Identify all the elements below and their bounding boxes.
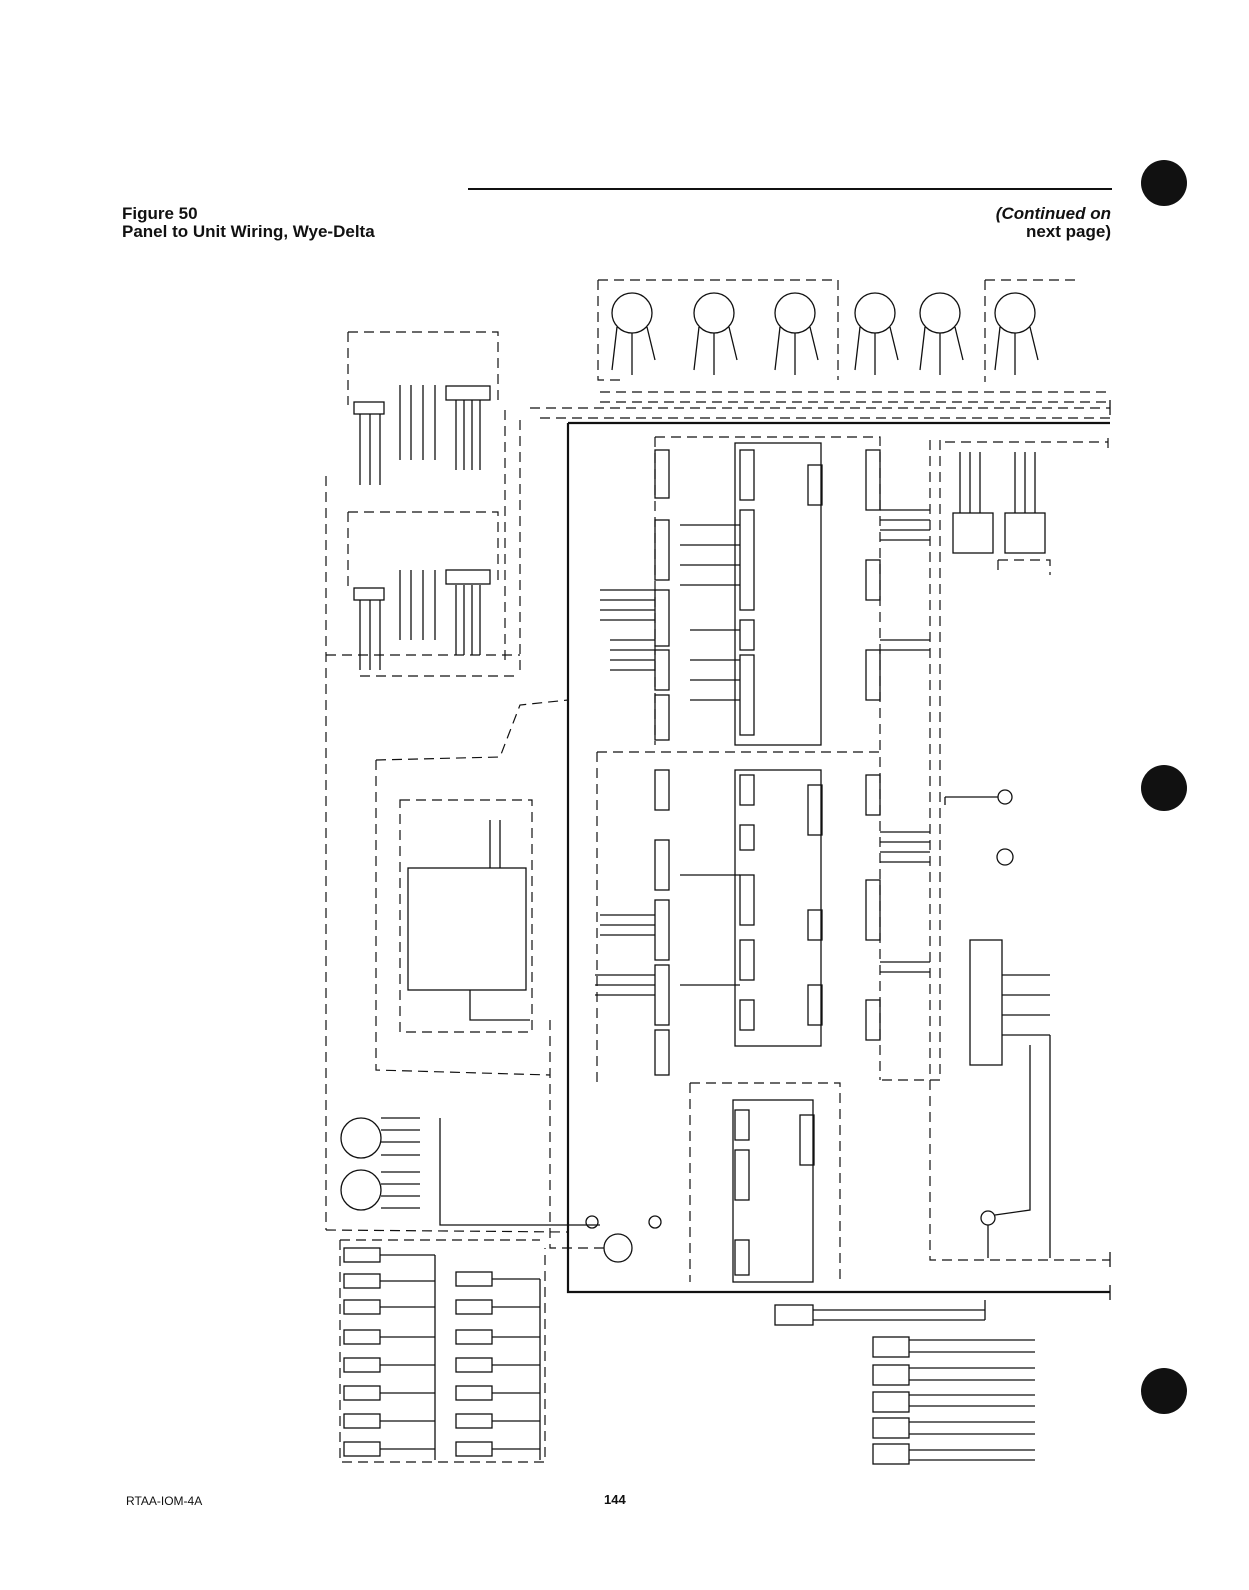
fan-motor-icon — [341, 1118, 381, 1158]
left-upper-modules — [326, 332, 520, 1230]
left-middle-module — [376, 700, 568, 1075]
sensor-icon — [981, 1211, 995, 1225]
ground-icon — [649, 1216, 661, 1228]
continued-line-2: next page) — [1025, 222, 1111, 241]
sensor-icon — [998, 790, 1012, 804]
top-motor-group — [530, 280, 1110, 418]
figure-title: Panel to Unit Wiring, Wye-Delta — [122, 222, 375, 241]
page-number: 144 — [604, 1492, 626, 1507]
fan-motor-icon — [341, 1170, 381, 1210]
right-side-components — [945, 438, 1108, 1258]
motor-icon — [775, 293, 815, 333]
motor-icon — [995, 293, 1035, 333]
ground-icon — [604, 1234, 632, 1262]
lower-left-relays — [340, 1240, 545, 1462]
document-id: RTAA-IOM-4A — [126, 1494, 203, 1508]
lower-right-relays — [775, 1300, 1035, 1464]
figure-number: Figure 50 — [122, 204, 198, 223]
ground-icon — [586, 1216, 598, 1228]
motor-icon — [855, 293, 895, 333]
terminal-strips — [655, 450, 880, 1275]
motor-icon — [920, 293, 960, 333]
motor-icon — [694, 293, 734, 333]
sensor-icon — [997, 849, 1013, 865]
motor-icon — [612, 293, 652, 333]
main-control-panel — [568, 423, 1110, 1300]
continued-line-1: (Continued on — [995, 204, 1111, 223]
